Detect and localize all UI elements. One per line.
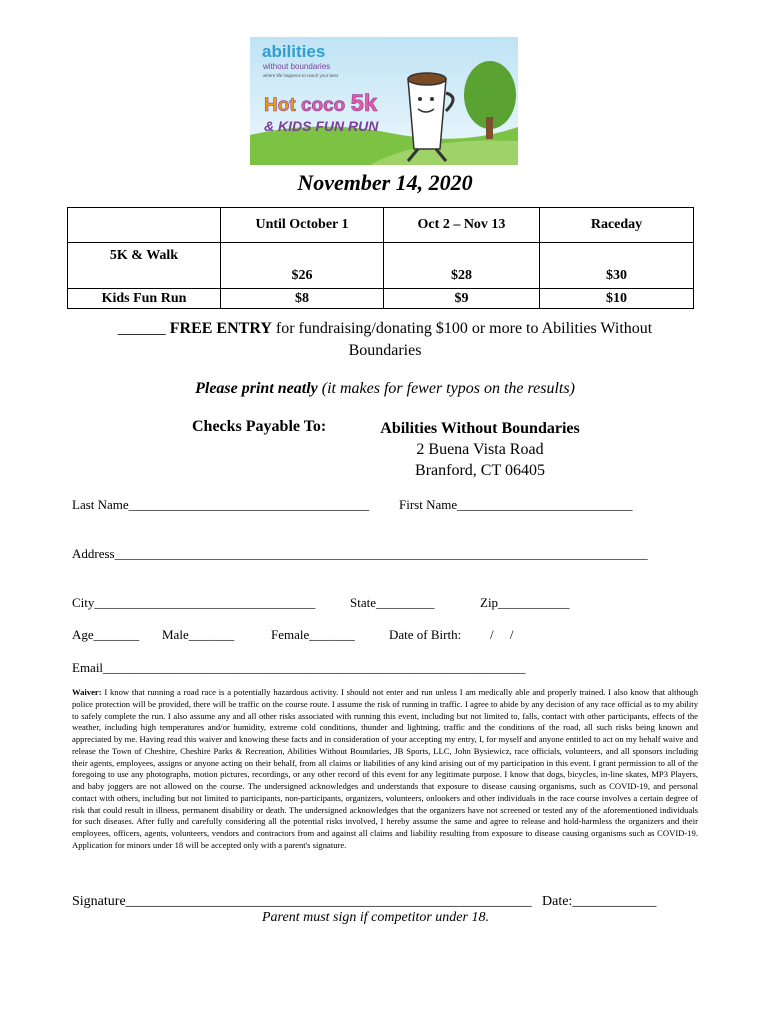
logo-org-name: abilities	[262, 42, 326, 61]
free-entry-note	[80, 318, 690, 362]
svg-text:Hot coco 5k	[264, 90, 378, 117]
price-cell: $30	[540, 243, 694, 289]
price-cell: $10	[540, 289, 694, 309]
payee-city: Branford, CT 06405	[415, 462, 545, 479]
email-field[interactable]: Email_________________________________________________________________	[72, 660, 526, 675]
price-row-label: Kids Fun Run	[68, 289, 221, 309]
state-field[interactable]: State_________	[350, 595, 435, 610]
payee-name: Abilities Without Boundaries	[380, 420, 580, 437]
price-header-blank	[68, 208, 221, 243]
checks-payable-label: Checks Payable To:	[192, 418, 327, 435]
free-entry-blank[interactable]: ______	[117, 320, 166, 337]
print-neatly-note	[0, 380, 770, 398]
dob-field[interactable]: / /	[490, 627, 514, 642]
dob-label: Date of Birth:	[389, 627, 462, 642]
logo-title-coco: coco	[300, 95, 346, 116]
print-neatly-bold: Please print neatly	[195, 380, 318, 397]
price-header-early: Until October 1	[221, 208, 384, 243]
free-entry-bold: FREE ENTRY	[169, 320, 272, 337]
logo-org-subtitle: without boundaries	[263, 62, 331, 71]
logo-title-hot: Hot	[264, 95, 296, 116]
male-field[interactable]: Male_______	[162, 627, 235, 642]
price-row-kids	[68, 289, 694, 309]
address-field[interactable]: Address__________________________________________________________________________________	[72, 546, 648, 561]
logo-title-5k: 5k	[350, 90, 378, 117]
signature-date-field[interactable]: Date:____________	[542, 894, 657, 909]
signature-field[interactable]: Signature__________________________________________________________	[72, 894, 532, 909]
price-cell: $8	[221, 289, 384, 309]
price-row-label: 5K & Walk	[68, 243, 221, 289]
price-header-raceday: Raceday	[540, 208, 694, 243]
price-cell: $26	[221, 243, 384, 289]
age-field[interactable]: Age_______	[72, 627, 140, 642]
first-name-field[interactable]: First Name___________________________	[399, 497, 633, 512]
price-table	[67, 207, 694, 309]
price-table-header	[68, 208, 694, 243]
event-logo	[250, 37, 518, 165]
logo-tagline: where life happens to reach your best	[263, 73, 339, 78]
waiver-label: Waiver:	[72, 687, 102, 697]
payee-street: 2 Buena Vista Road	[416, 441, 544, 458]
city-field[interactable]: City__________________________________	[72, 595, 316, 610]
free-entry-text: for fundraising/donating $100 or more to Abilities Without Boundaries	[275, 320, 653, 359]
female-field[interactable]: Female_______	[271, 627, 355, 642]
event-date: November 14, 2020	[297, 170, 473, 195]
price-cell: $28	[384, 243, 540, 289]
waiver-body: I know that running a road race is a potentially hazardous activity. I should not enter and run unless I am medically able and properly trained. I also know that although police protection will be provided, there will be traffic on the course route. I assume the risk of running in traffic. I agree to abide by any decision of any race official as to my ability to safely complete the run. I also assume any and all other risks associated with running this event, including but not limited to, falls, contact with other participants, effects of the weather, including high temperatures and/or humidity, extreme cold conditions, thunder and lightning, traffic and the conditions of the road, all such risks being known and appreciated by me. Having read this waiver and knowing these facts and in consideration of your accepting my entry, I, for myself and anyone entitled to act on my behalf waive and release the Town of Cheshire, Cheshire Parks & Recreation, Abilities Without Boundaries, JB Sports, LLC, John Bysiewicz, race officials, volunteers, and all sponsors including their agents, employees, assigns or anyone acting on their behalf, from all claims or liabilities of any kind arising out of my participation in this event. I grant permission to all of the foregoing to use any photographs, motion pictures, recordings, or any other record of this event for any legitimate purpose. I know that dogs, bicycles, in-line skates, MP3 Players, and baby joggers are not allowed on the course. The undersigned acknowledges and understands that exposure to disease causing organisms, such as COVID-19, and personal contact with others, including but not limited to participants, non-participants, organizers, volunteers, onlookers and other individuals in the race course involves a certain degree of risk that could result in illness, permanent disability or death. The undersigned acknowledges that the organizers have not screened or tested any of the aforementioned individuals for such diseases. After fully and carefully considering all the potential risks involved, I hereby assume the same and agree to release and hold-harmless the organizers and their employees, officers, agents, volunteers, vendors and contractors from and against all claims and liability resulting from exposure to disease causing organisms such as COVID-19. Application for minors under 18 will be accepted only with a parent's signature.	[72, 687, 698, 850]
price-row-5k	[68, 243, 694, 289]
price-cell: $9	[384, 289, 540, 309]
logo-subtitle: & KIDS FUN RUN	[264, 118, 379, 134]
parent-sign-note: Parent must sign if competitor under 18.	[262, 910, 489, 925]
zip-field[interactable]: Zip___________	[480, 595, 570, 610]
print-neatly-text: (it makes for fewer typos on the results)	[321, 380, 575, 397]
payee-address	[360, 418, 600, 481]
price-header-mid: Oct 2 – Nov 13	[384, 208, 540, 243]
waiver-text	[72, 687, 698, 852]
last-name-field[interactable]: Last Name_____________________________________	[72, 497, 370, 512]
